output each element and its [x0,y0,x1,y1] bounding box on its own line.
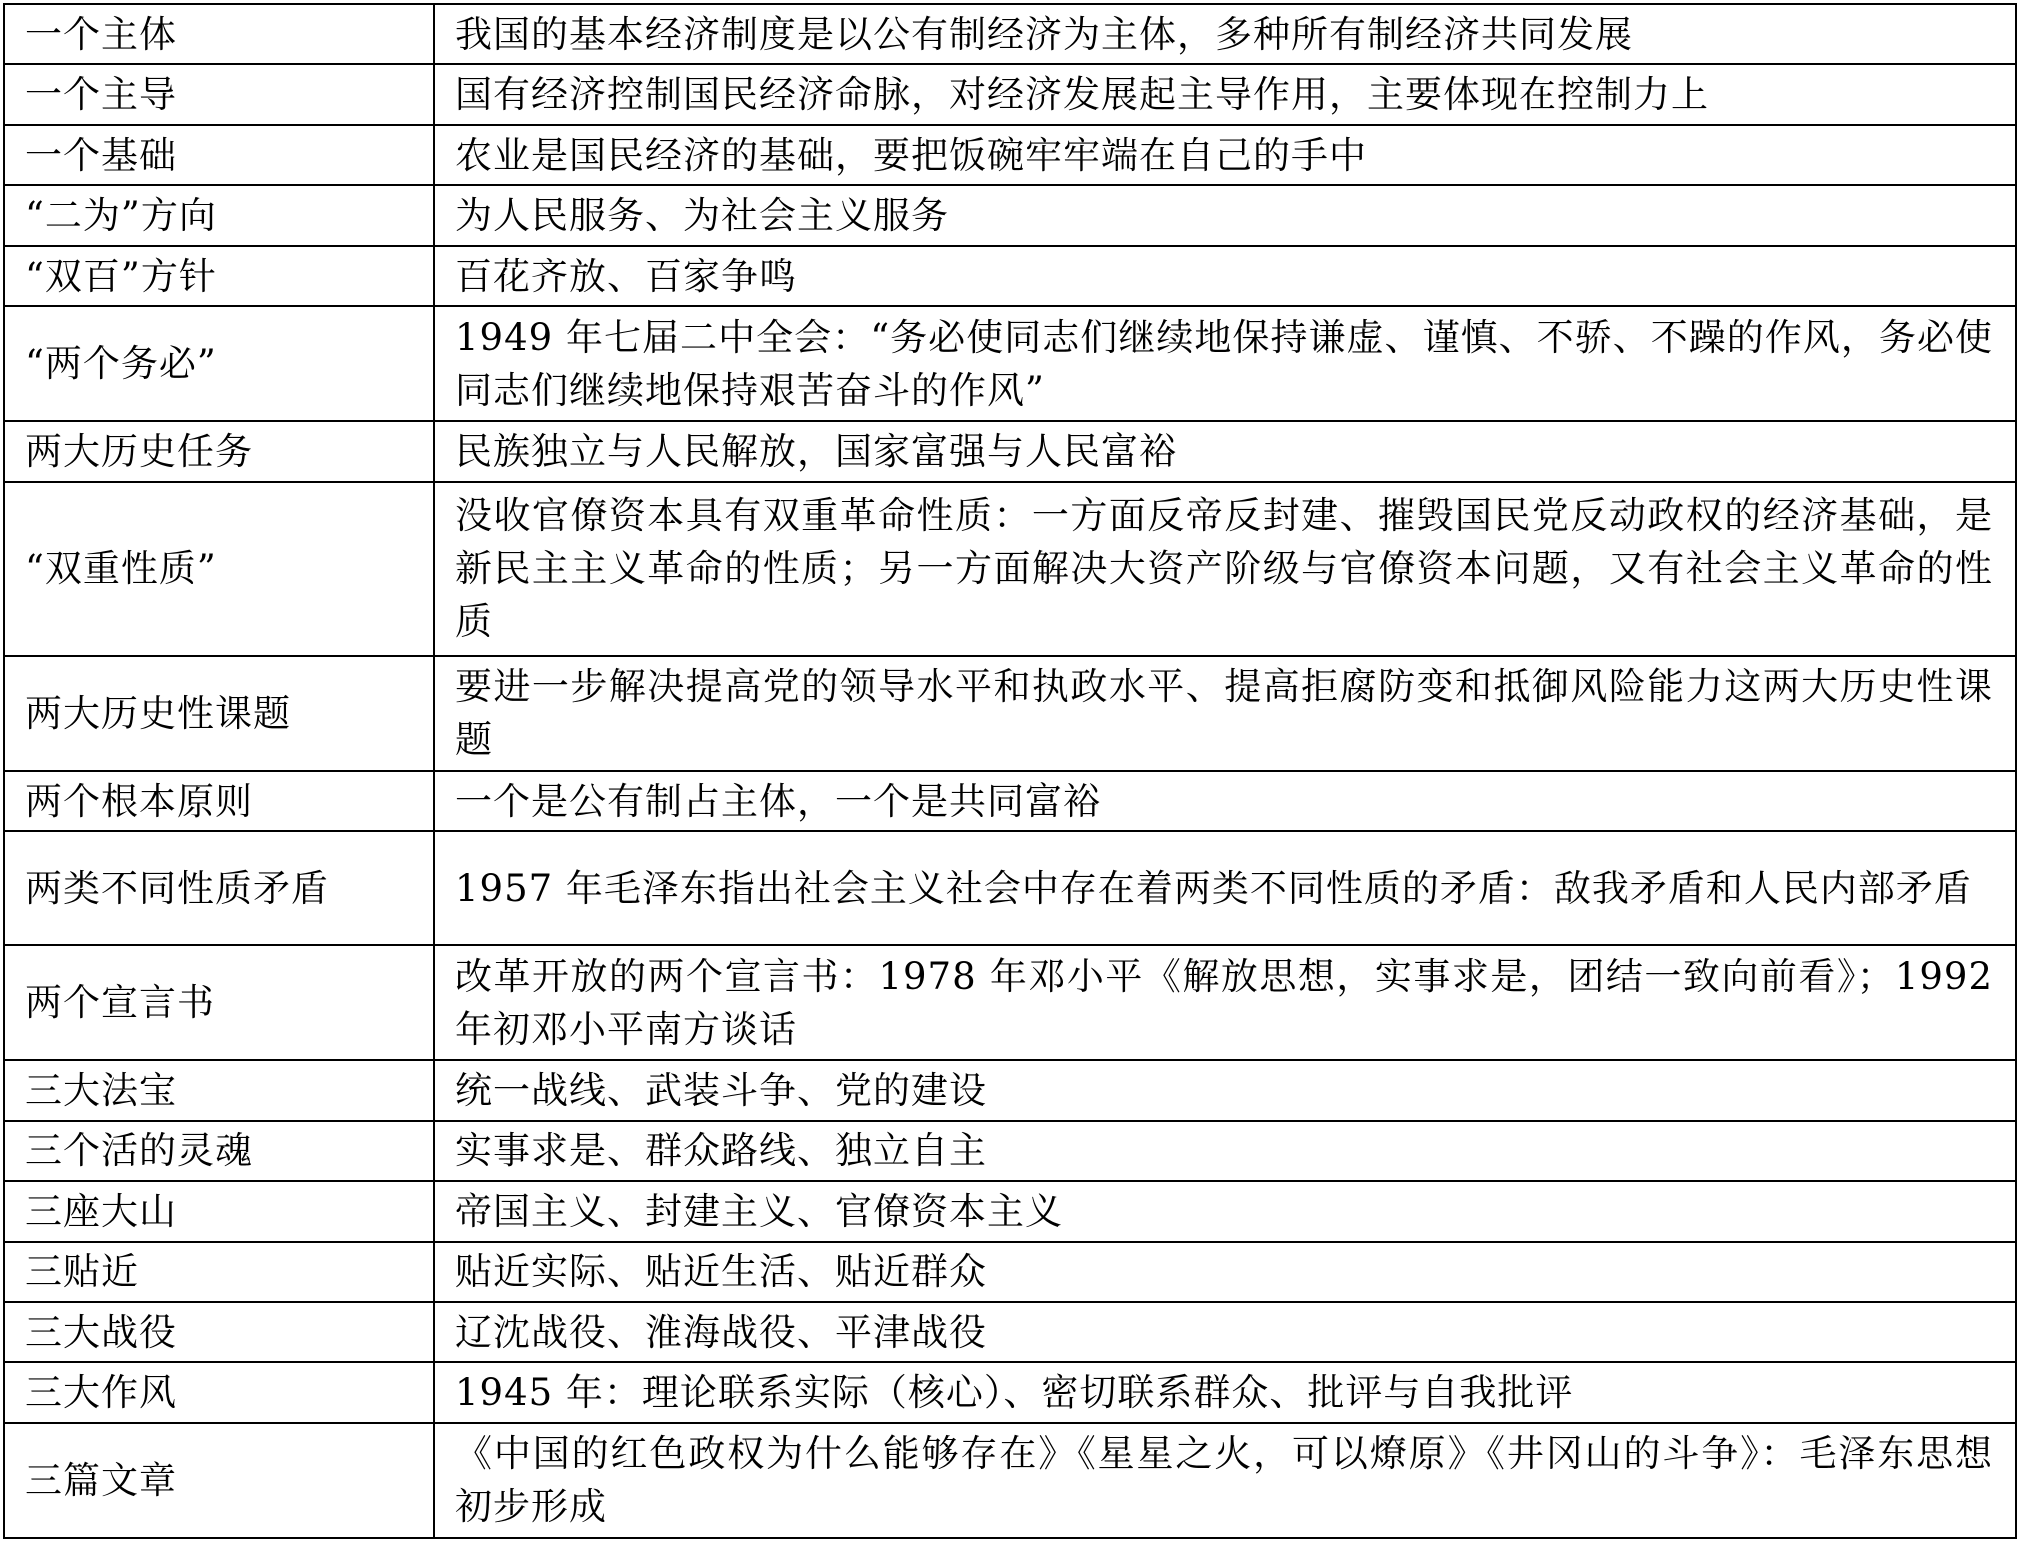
table-row [4,1181,2016,1241]
table-row [4,1302,2016,1362]
term-cell: 两类不同性质矛盾 [4,831,434,945]
description-cell: 1949 年七届二中全会：“务必使同志们继续地保持谦虚、谨慎、不骄、不躁的作风，务必使同志们继续地保持艰苦奋斗的作风” [434,306,2016,421]
table-row [4,421,2016,481]
description-cell: 改革开放的两个宣言书：1978 年邓小平《解放思想，实事求是，团结一致向前看》；1992 年初邓小平南方谈话 [434,945,2016,1060]
table-row [4,945,2016,1060]
description-cell: 辽沈战役、淮海战役、平津战役 [434,1302,2016,1362]
table-row [4,771,2016,831]
description-cell: 帝国主义、封建主义、官僚资本主义 [434,1181,2016,1241]
description-cell: 民族独立与人民解放，国家富强与人民富裕 [434,421,2016,481]
term-cell: 三篇文章 [4,1423,434,1538]
table-row [4,185,2016,245]
term-cell: “双重性质” [4,482,434,656]
term-cell: 三贴近 [4,1242,434,1302]
term-cell: 三个活的灵魂 [4,1121,434,1181]
description-cell: 《中国的红色政权为什么能够存在》《星星之火，可以燎原》《井冈山的斗争》：毛泽东思想初步形成 [434,1423,2016,1538]
term-cell: “双百”方针 [4,246,434,306]
description-cell: 实事求是、群众路线、独立自主 [434,1121,2016,1181]
term-cell: 两个根本原则 [4,771,434,831]
table-row [4,4,2016,64]
table-row [4,656,2016,771]
description-cell: 1945 年：理论联系实际（核心）、密切联系群众、批评与自我批评 [434,1362,2016,1422]
table-row [4,1242,2016,1302]
term-cell: “二为”方向 [4,185,434,245]
table-row [4,1362,2016,1422]
table-row [4,482,2016,656]
description-cell: 农业是国民经济的基础，要把饭碗牢牢端在自己的手中 [434,125,2016,185]
table-row [4,64,2016,124]
term-cell: 一个主体 [4,4,434,64]
term-cell: “两个务必” [4,306,434,421]
term-cell: 一个主导 [4,64,434,124]
description-cell: 1957 年毛泽东指出社会主义社会中存在着两类不同性质的矛盾：敌我矛盾和人民内部矛盾 [434,831,2016,945]
description-cell: 为人民服务、为社会主义服务 [434,185,2016,245]
term-cell: 两个宣言书 [4,945,434,1060]
term-cell: 三座大山 [4,1181,434,1241]
description-cell: 我国的基本经济制度是以公有制经济为主体，多种所有制经济共同发展 [434,4,2016,64]
description-cell: 贴近实际、贴近生活、贴近群众 [434,1242,2016,1302]
table-row [4,831,2016,945]
term-cell: 两大历史性课题 [4,656,434,771]
term-cell: 一个基础 [4,125,434,185]
table-row [4,246,2016,306]
glossary-table-body [4,4,2016,1538]
term-cell: 两大历史任务 [4,421,434,481]
description-cell: 国有经济控制国民经济命脉，对经济发展起主导作用，主要体现在控制力上 [434,64,2016,124]
table-row [4,306,2016,421]
term-cell: 三大战役 [4,1302,434,1362]
term-cell: 三大法宝 [4,1060,434,1120]
glossary-table [3,3,2017,1539]
description-cell: 要进一步解决提高党的领导水平和执政水平、提高拒腐防变和抵御风险能力这两大历史性课题 [434,656,2016,771]
table-row [4,125,2016,185]
table-row [4,1121,2016,1181]
description-cell: 一个是公有制占主体，一个是共同富裕 [434,771,2016,831]
description-cell: 没收官僚资本具有双重革命性质：一方面反帝反封建、摧毁国民党反动政权的经济基础，是新民主主义革命的性质；另一方面解决大资产阶级与官僚资本问题，又有社会主义革命的性质 [434,482,2016,656]
term-cell: 三大作风 [4,1362,434,1422]
description-cell: 百花齐放、百家争鸣 [434,246,2016,306]
table-row [4,1060,2016,1120]
glossary-table-container [3,3,2017,1539]
description-cell: 统一战线、武装斗争、党的建设 [434,1060,2016,1120]
table-row [4,1423,2016,1538]
